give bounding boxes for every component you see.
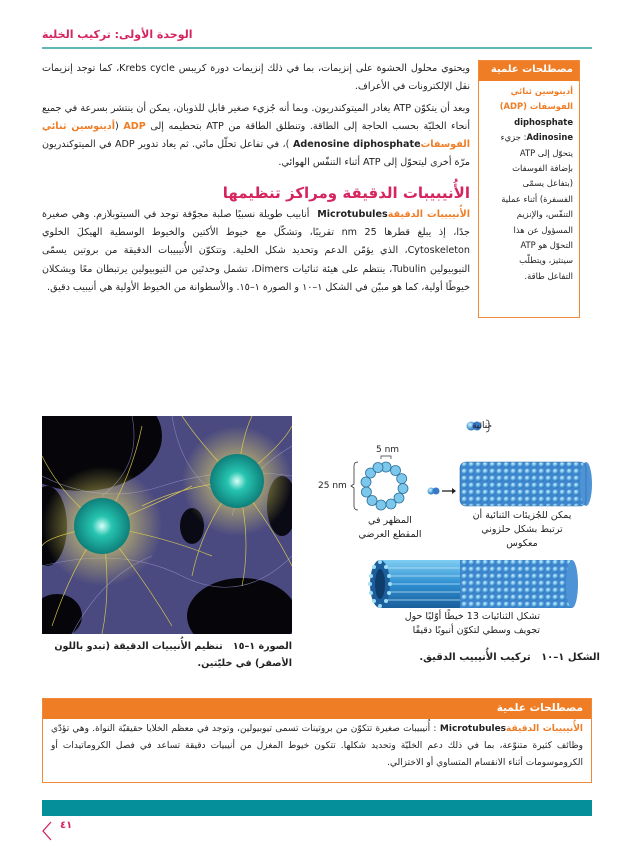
glossary-def-line: : جزيء bbox=[500, 132, 527, 143]
figure-caption bbox=[370, 652, 600, 663]
term-microtubules-en: Microtubules bbox=[313, 208, 388, 220]
cross-section-label: المظهر في المقطع العرضي bbox=[358, 515, 422, 540]
main-text-column bbox=[42, 60, 470, 300]
bottom-glossary-title: مصطلحات علمية bbox=[43, 699, 591, 719]
size-5nm-label: 5 nm bbox=[376, 445, 400, 455]
photo-caption-text: تنظيم الأُنيبيات الدقيقة (تبدو باللون الأصفر) في خليّتين. bbox=[54, 641, 292, 669]
side-glossary-title: مصطلحات علمية bbox=[479, 61, 579, 81]
glossary-term-microtubules: الأُنيبيبات الدقيقة bbox=[506, 724, 583, 734]
term-adp-english: Adenosine diphosphate bbox=[289, 139, 421, 151]
glossary-def-line: التحوّل هو ATP bbox=[520, 240, 573, 251]
text-run: وبعد أن يتكوّن ATP يغادر الميتوكندريون. وبما أنه جُزيء صغير قابل للذوبان، يمكن أن ينتشر بسرعة في جميع أنحاء الخليّة بحسب الحاجة إلى الطاقة. وتنطلق الطاقة من ATP بتحطيمه إلى bbox=[42, 102, 471, 132]
photo-caption bbox=[42, 638, 292, 672]
header-divider bbox=[42, 47, 592, 49]
glossary-def-line: التفاعل طاقة. bbox=[524, 270, 573, 281]
glossary-def-line: بإضافة الفوسفات bbox=[512, 163, 573, 174]
text-run: )، في تفاعل تحلّل مائي. ثم يعاد تدوير ADP في الميتوكندريون مرّة أخرى ليتحوّل إلى ATP أثناء التنفّس الهوائي. bbox=[42, 139, 470, 169]
term-adp-arabic: أدينوسين ثنائي الفوسفات bbox=[42, 120, 470, 151]
unit-title: الوحدة الأولى: تركيب الخلية bbox=[42, 28, 193, 41]
photo-caption-label: الصورة ١–١٥ bbox=[232, 641, 292, 652]
glossary-definition: : أُنيبيبات صغيرة تتكوّن من بروتينات تسمى تيوبيولين، وتوجد في معظم الخلايا حقيقيّة النواة. وهي تؤدّي وظائف كثيرة متنوّعة، بما في ذلك دعم الخليّة وتحديد شكلها. تتكون خيوط المغزل من أنيبيات دقيقة تساعد في فصل الكروماتيدات أو الكروموسومات أثناء الانقسام المتساوي أو الاختزالي. bbox=[51, 724, 583, 768]
side-glossary-box bbox=[478, 60, 580, 318]
section-heading-microtubules: الأُنيبيبات الدقيقة ومراكز تنظيمها bbox=[222, 183, 470, 202]
paragraph-microtubules bbox=[42, 206, 470, 297]
term-microtubules: الأُنيبيبات الدقيقة bbox=[387, 208, 471, 220]
footer-bar bbox=[42, 800, 592, 816]
cell-nucleus-left bbox=[74, 498, 130, 554]
protofilament-label: تشكل الثنائيات 13 خيطًا أوّليًا حول تجويف وسطي لتكوّن أنبوبًا دقيقًا bbox=[404, 611, 540, 636]
page-number: ٤١ bbox=[60, 820, 73, 831]
glossary-term-en-2: Adinosine bbox=[526, 132, 573, 143]
glossary-def-line: سينثيز، ويتطلّب bbox=[519, 255, 573, 266]
figure-caption-label: الشكل ١–١٠ bbox=[541, 652, 600, 663]
helix-binding-label: يمكن للجُزيئات الثنائية أن ترتبط بشكل حلزوني معكوس bbox=[472, 510, 572, 549]
side-glossary-body bbox=[479, 81, 579, 286]
text-run: أنابيب طويلة نسبيًا صلبة مجوّفة توجد في السيتوبلازم. وهي صغيرة جدًا، إذ يبلغ قطرها 25 nm تقريبًا، وتشكّل مع خيوط الأكتين والخيوط الوسطية الهيكلَ الخلوي Cytoskeleton، الذي يؤمّن الدعم وتحديد شكل الخلية. وتتكوّن الأُنيبيبات الدقيقة من بروتين يسمّى التيوبيولين Tubulin، ينتظم على هيئة ثنائيات Dimers، تشمل وحدتَين من التيوبيولين يرتبطان معًا ويشكلان خيوطًا أولية، كما هو مبيّن في الشكل ١–١٠ و الصورة ١–١٥. والأسطوانة من الخيوط الأولية هي أنيبيب دقيق. bbox=[42, 208, 470, 293]
cross-section-ring bbox=[361, 462, 408, 510]
glossary-def-line: يتحوّل إلى ATP bbox=[519, 147, 573, 158]
micrograph-microtubules-photo bbox=[42, 416, 292, 634]
glossary-term-en-1: diphosphate bbox=[514, 116, 573, 127]
paragraph-matrix-enzymes: ويحتوي محلول الحشوة على إنزيمات، بما في ذلك إنزيمات دورة كريبس Krebs cycle، كما توجد إنزيمات نقل الإلكترونات في الأعراف. bbox=[42, 63, 470, 93]
text-run: ( bbox=[115, 120, 124, 132]
microtubule-structure-diagram bbox=[300, 412, 600, 652]
dimer-label: ثنائية bbox=[471, 421, 490, 431]
size-25nm-label: 25 nm bbox=[318, 481, 347, 491]
term-adp: ADP bbox=[123, 120, 146, 132]
glossary-def-line: الفسفرة) أثناء عملية bbox=[501, 193, 573, 204]
figure-caption-text: تركيب الأُنيبيب الدقيق. bbox=[419, 652, 531, 663]
bottom-glossary-box bbox=[42, 698, 592, 783]
glossary-term-microtubules-en: Microtubules bbox=[436, 724, 507, 734]
protofilament-microtubule bbox=[368, 560, 578, 608]
paragraph-atp-release bbox=[42, 100, 470, 173]
cell-micrograph-image bbox=[42, 416, 292, 634]
glossary-term-adp: أدينوسين ثنائي الفوسفات (ADP) bbox=[499, 86, 573, 112]
glossary-def-line: المسؤول عن هذا bbox=[513, 224, 573, 235]
chevron-left-icon[interactable] bbox=[40, 821, 54, 841]
cell-nucleus-right bbox=[210, 454, 264, 508]
bottom-glossary-body bbox=[43, 719, 591, 774]
helical-microtubule bbox=[460, 462, 592, 506]
glossary-def-line: (بتفاعل يسمّى bbox=[522, 178, 573, 189]
glossary-def-line: التنفّس، والإنزيم bbox=[516, 209, 573, 220]
